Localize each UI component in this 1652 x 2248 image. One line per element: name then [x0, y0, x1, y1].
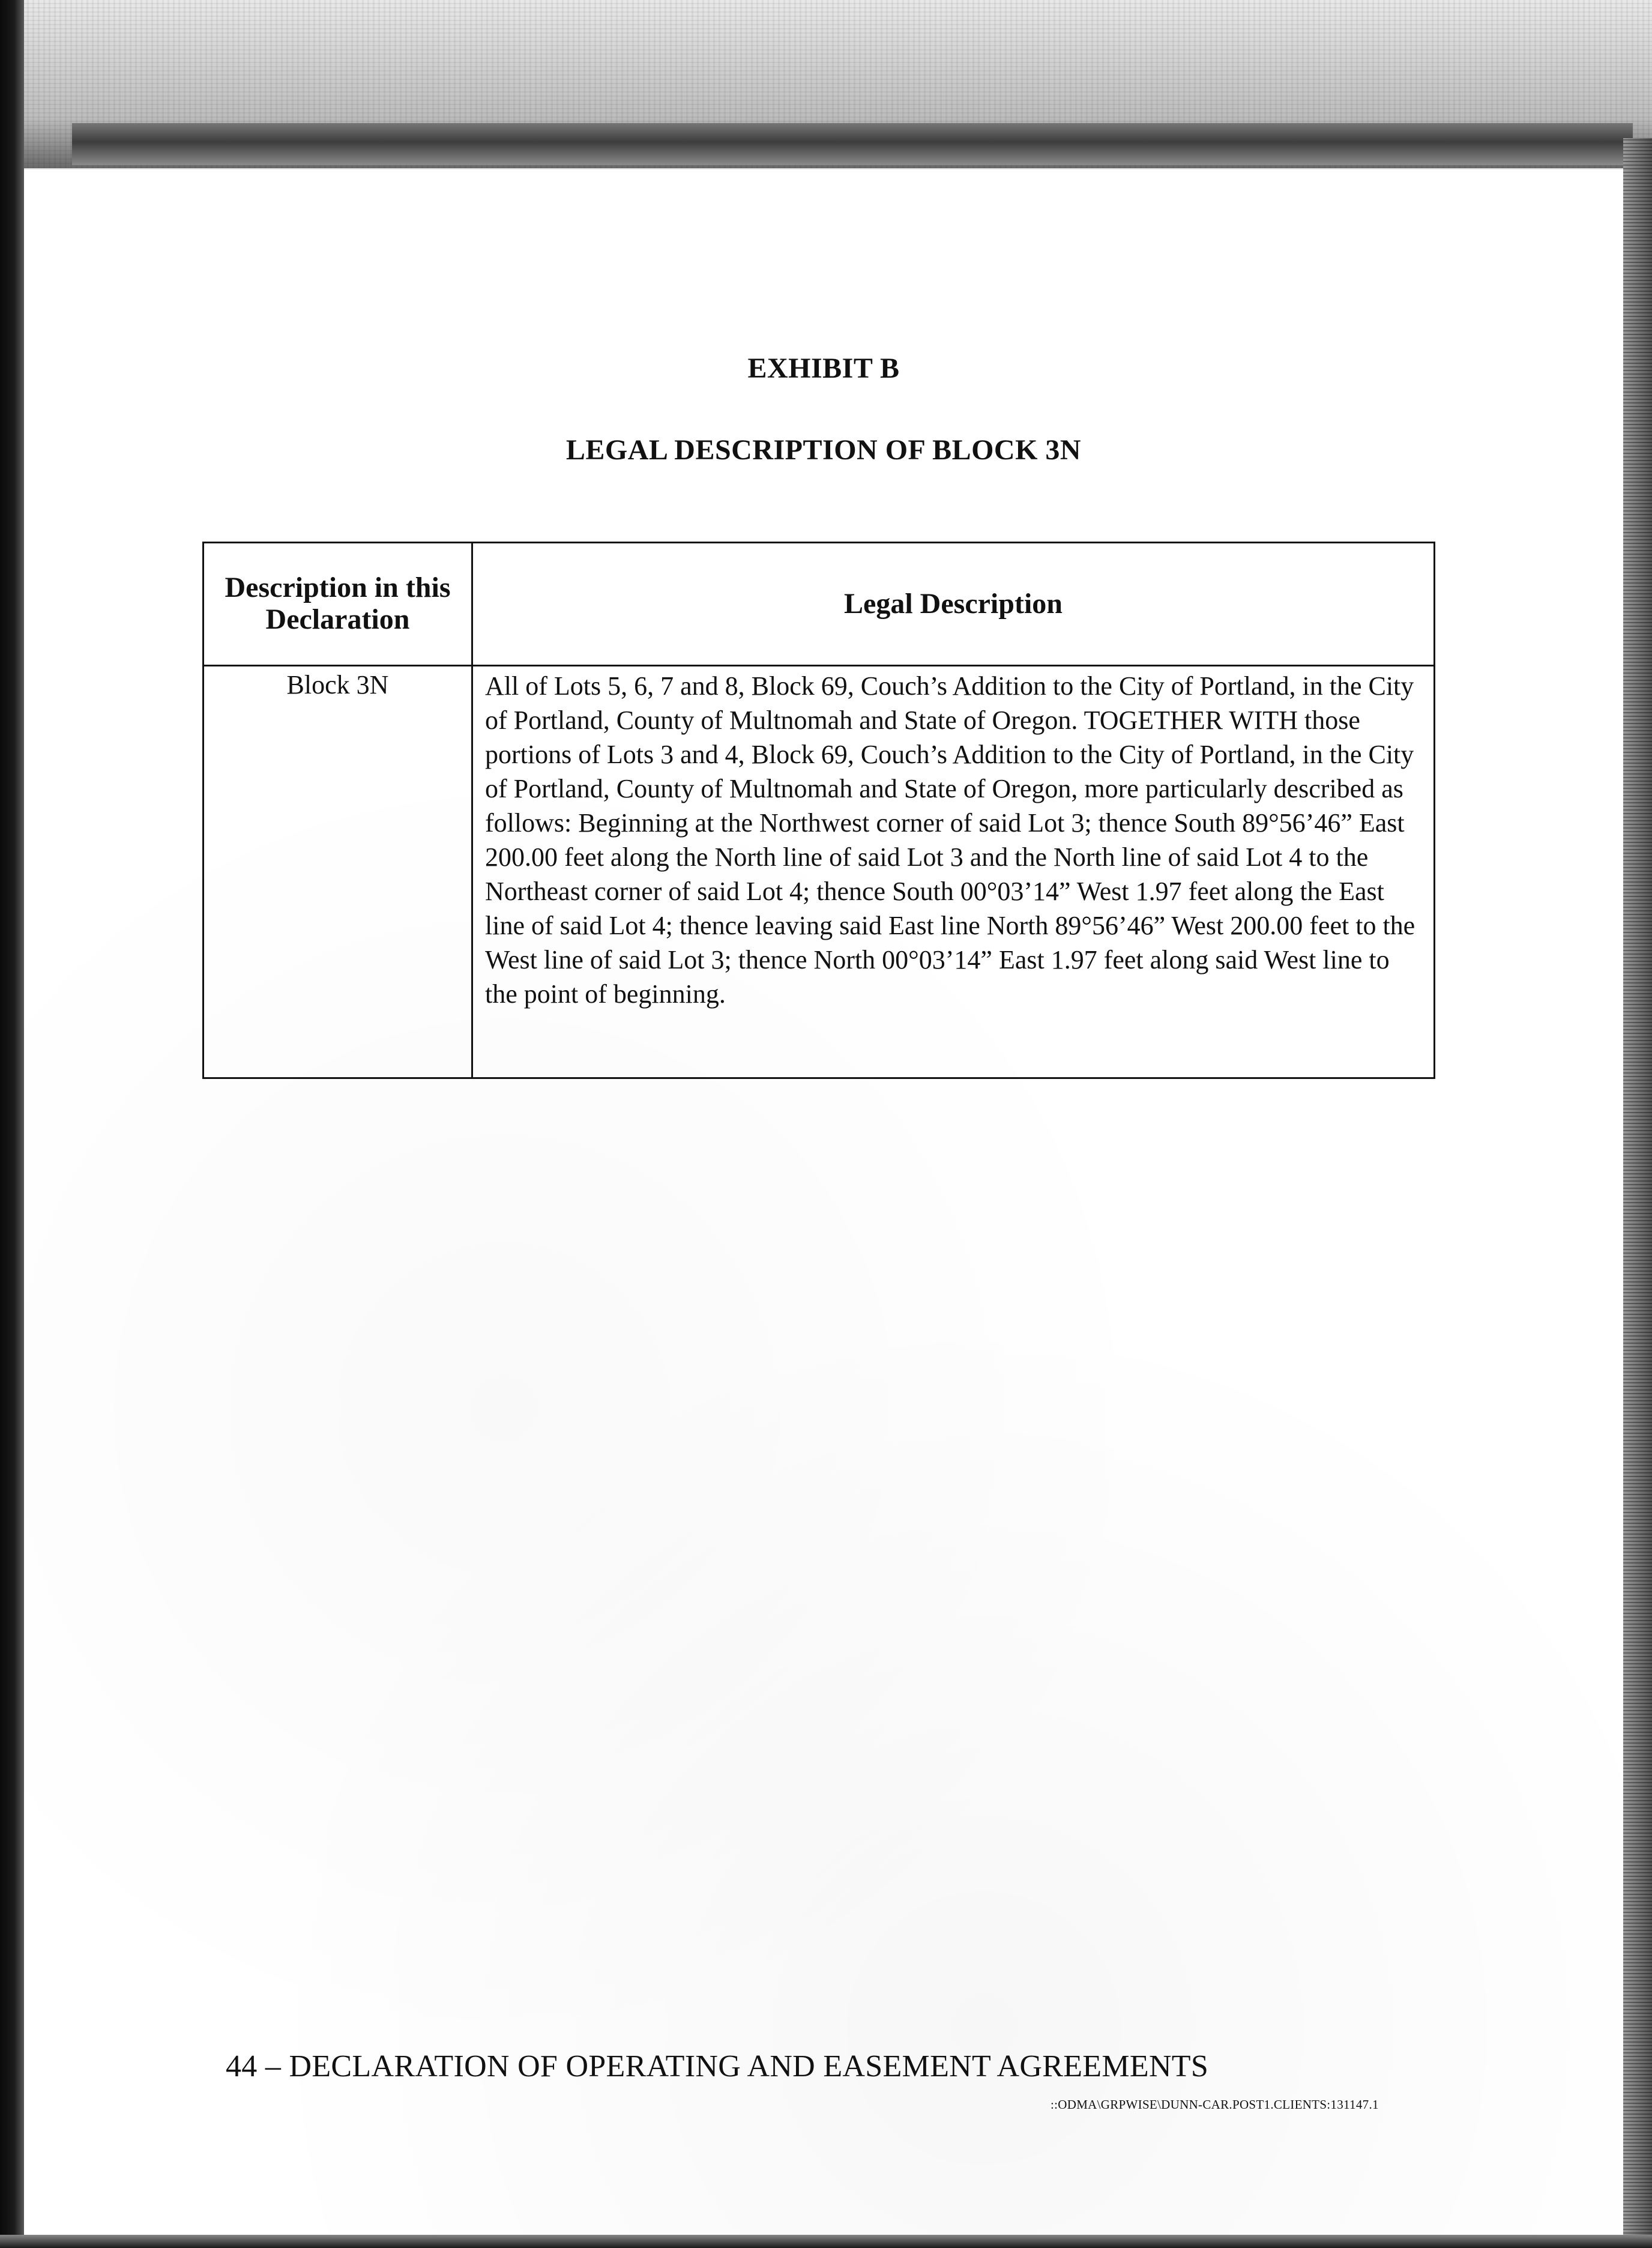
legal-description-table [202, 542, 1435, 1079]
document-page [24, 169, 1623, 2235]
scan-noise-bottom [0, 2235, 1652, 2248]
cell-legal-description: All of Lots 5, 6, 7 and 8, Block 69, Couch’s Addition to the City of Portland, in the City of Portland, County of Multnomah and State of Oregon. TOGETHER WITH those portions of Lots 3 and 4, Block 69, Couch’s Addition to the City of Portland, in the City of Portland, County of Multnomah and State of Oregon, more particularly described as follows: Beginning at the Northwest corner of said Lot 3; thence South 89°56’46” East 200.00 feet along the North line of said Lot 3 and the North line of said Lot 4 to the Northeast corner of said Lot 4; thence South 00°03’14” West 1.97 feet along the East line of said Lot 4; thence leaving said East line North 89°56’46” West 200.00 feet to the West line of said Lot 3; thence North 00°03’14” East 1.97 feet along said West line to the point of beginning. [472, 666, 1435, 1078]
table-row [203, 666, 1435, 1078]
footer-page-title: 44 – DECLARATION OF OPERATING AND EASEMENT AGREEMENTS [226, 2049, 1209, 2083]
header-description: Description in this Declaration [203, 543, 472, 666]
exhibit-subtitle: LEGAL DESCRIPTION OF BLOCK 3N [565, 434, 1082, 466]
scan-noise-right [1623, 138, 1652, 2248]
scan-shadow-band [72, 123, 1633, 165]
cell-description: Block 3N [203, 666, 472, 1078]
header-legal-description: Legal Description [472, 543, 1435, 666]
exhibit-title: EXHIBIT B [747, 352, 900, 384]
scan-binding-edge [0, 0, 24, 2248]
footer-document-reference: ::ODMA\GRPWISE\DUNN-CAR.POST1.CLIENTS:131147.1 [1051, 2097, 1379, 2112]
table-header-row [203, 543, 1435, 666]
